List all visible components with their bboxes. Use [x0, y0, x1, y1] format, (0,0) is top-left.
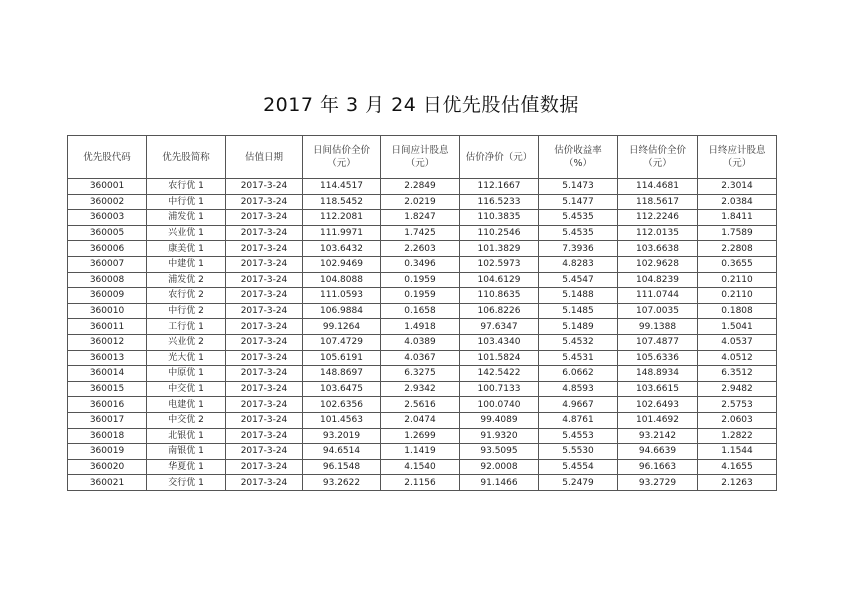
cell-intraday-full-price: 104.8088 [303, 272, 381, 288]
cell-eod-accrued-dividend: 2.1263 [698, 475, 777, 491]
header-intraday-full-price [303, 136, 381, 179]
header-unit: （元） [722, 158, 752, 169]
table-row [68, 444, 777, 460]
cell-intraday-accrued-dividend: 4.0367 [381, 350, 460, 366]
cell-eod-accrued-dividend: 4.0537 [698, 334, 777, 350]
cell-code: 360010 [68, 303, 147, 319]
cell-yield: 4.8283 [539, 256, 618, 272]
valuation-table [67, 135, 777, 491]
header-yield [539, 136, 618, 179]
cell-eod-full-price: 107.0035 [618, 303, 698, 319]
cell-name: 工行优 1 [147, 319, 226, 335]
cell-eod-full-price: 94.6639 [618, 444, 698, 460]
cell-net-price: 99.4089 [460, 412, 539, 428]
cell-name: 南银优 1 [147, 444, 226, 460]
cell-eod-accrued-dividend: 2.0384 [698, 194, 777, 210]
table-row [68, 288, 777, 304]
cell-net-price: 100.0740 [460, 397, 539, 413]
cell-net-price: 91.1466 [460, 475, 539, 491]
cell-name: 中行优 1 [147, 194, 226, 210]
cell-net-price: 93.5095 [460, 444, 539, 460]
table-row [68, 334, 777, 350]
cell-date: 2017-3-24 [226, 256, 303, 272]
cell-date: 2017-3-24 [226, 179, 303, 195]
cell-name: 兴业优 2 [147, 334, 226, 350]
cell-yield: 5.1485 [539, 303, 618, 319]
cell-yield: 5.1488 [539, 288, 618, 304]
cell-name: 中交优 1 [147, 381, 226, 397]
table-row [68, 459, 777, 475]
cell-intraday-full-price: 114.4517 [303, 179, 381, 195]
cell-intraday-full-price: 106.9884 [303, 303, 381, 319]
cell-intraday-accrued-dividend: 0.1959 [381, 272, 460, 288]
cell-name: 中行优 2 [147, 303, 226, 319]
header-intraday-accrued-dividend [381, 136, 460, 179]
cell-date: 2017-3-24 [226, 334, 303, 350]
cell-yield: 5.5530 [539, 444, 618, 460]
page-title: 2017 年 3 月 24 日优先股估值数据 [263, 94, 579, 116]
cell-eod-full-price: 93.2729 [618, 475, 698, 491]
cell-code: 360009 [68, 288, 147, 304]
cell-date: 2017-3-24 [226, 225, 303, 241]
cell-intraday-accrued-dividend: 4.0389 [381, 334, 460, 350]
cell-intraday-accrued-dividend: 2.0474 [381, 412, 460, 428]
table-row [68, 319, 777, 335]
cell-eod-full-price: 112.2246 [618, 210, 698, 226]
cell-name: 中建优 1 [147, 256, 226, 272]
cell-intraday-accrued-dividend: 0.3496 [381, 256, 460, 272]
cell-intraday-accrued-dividend: 0.1658 [381, 303, 460, 319]
cell-intraday-full-price: 105.6191 [303, 350, 381, 366]
cell-code: 360020 [68, 459, 147, 475]
cell-intraday-accrued-dividend: 2.5616 [381, 397, 460, 413]
cell-date: 2017-3-24 [226, 303, 303, 319]
cell-intraday-full-price: 94.6514 [303, 444, 381, 460]
header-text: 估价净价（元） [465, 151, 533, 163]
table-row [68, 475, 777, 491]
cell-code: 360013 [68, 350, 147, 366]
cell-date: 2017-3-24 [226, 319, 303, 335]
header-net-price [460, 136, 539, 179]
cell-net-price: 106.8226 [460, 303, 539, 319]
cell-yield: 4.8761 [539, 412, 618, 428]
cell-intraday-full-price: 103.6475 [303, 381, 381, 397]
cell-eod-accrued-dividend: 2.5753 [698, 397, 777, 413]
cell-net-price: 142.5422 [460, 366, 539, 382]
table-row [68, 381, 777, 397]
cell-eod-full-price: 104.8239 [618, 272, 698, 288]
table-row [68, 241, 777, 257]
cell-code: 360014 [68, 366, 147, 382]
cell-net-price: 116.5233 [460, 194, 539, 210]
cell-name: 浦发优 2 [147, 272, 226, 288]
cell-eod-full-price: 102.9628 [618, 256, 698, 272]
cell-yield: 5.4535 [539, 225, 618, 241]
cell-yield: 7.3936 [539, 241, 618, 257]
cell-intraday-full-price: 103.6432 [303, 241, 381, 257]
cell-code: 360001 [68, 179, 147, 195]
cell-code: 360018 [68, 428, 147, 444]
cell-date: 2017-3-24 [226, 412, 303, 428]
cell-net-price: 91.9320 [460, 428, 539, 444]
cell-net-price: 110.8635 [460, 288, 539, 304]
cell-eod-accrued-dividend: 0.3655 [698, 256, 777, 272]
header-text: 日间应计股息 [391, 145, 449, 156]
header-eod-accrued-dividend [698, 136, 777, 179]
header-text: 优先股简称 [162, 151, 210, 163]
cell-yield: 5.4553 [539, 428, 618, 444]
cell-intraday-accrued-dividend: 1.2699 [381, 428, 460, 444]
cell-code: 360015 [68, 381, 147, 397]
cell-code: 360007 [68, 256, 147, 272]
cell-eod-full-price: 114.4681 [618, 179, 698, 195]
cell-eod-accrued-dividend: 1.2822 [698, 428, 777, 444]
cell-name: 兴业优 1 [147, 225, 226, 241]
cell-yield: 5.4535 [539, 210, 618, 226]
cell-eod-accrued-dividend: 2.2808 [698, 241, 777, 257]
cell-date: 2017-3-24 [226, 272, 303, 288]
cell-intraday-full-price: 101.4563 [303, 412, 381, 428]
cell-name: 电建优 1 [147, 397, 226, 413]
cell-date: 2017-3-24 [226, 288, 303, 304]
cell-eod-accrued-dividend: 0.2110 [698, 288, 777, 304]
cell-date: 2017-3-24 [226, 350, 303, 366]
cell-date: 2017-3-24 [226, 397, 303, 413]
cell-name: 光大优 1 [147, 350, 226, 366]
cell-yield: 5.4547 [539, 272, 618, 288]
cell-intraday-full-price: 112.2081 [303, 210, 381, 226]
cell-eod-full-price: 111.0744 [618, 288, 698, 304]
table-body [68, 179, 777, 491]
cell-eod-accrued-dividend: 0.2110 [698, 272, 777, 288]
cell-net-price: 97.6347 [460, 319, 539, 335]
table-row [68, 428, 777, 444]
cell-intraday-full-price: 93.2622 [303, 475, 381, 491]
header-text: 日终估价全价 [628, 145, 686, 156]
cell-name: 农行优 1 [147, 179, 226, 195]
cell-yield: 4.8593 [539, 381, 618, 397]
header-date [226, 136, 303, 179]
cell-name: 华夏优 1 [147, 459, 226, 475]
cell-eod-full-price: 107.4877 [618, 334, 698, 350]
cell-code: 360006 [68, 241, 147, 257]
cell-eod-full-price: 148.8934 [618, 366, 698, 382]
cell-net-price: 102.5973 [460, 256, 539, 272]
cell-date: 2017-3-24 [226, 194, 303, 210]
table-row [68, 194, 777, 210]
cell-yield: 5.4532 [539, 334, 618, 350]
cell-net-price: 101.3829 [460, 241, 539, 257]
cell-date: 2017-3-24 [226, 428, 303, 444]
cell-intraday-full-price: 111.0593 [303, 288, 381, 304]
header-text: 估值日期 [244, 151, 283, 163]
cell-eod-accrued-dividend: 1.1544 [698, 444, 777, 460]
cell-net-price: 92.0008 [460, 459, 539, 475]
cell-eod-accrued-dividend: 1.5041 [698, 319, 777, 335]
cell-intraday-accrued-dividend: 1.7425 [381, 225, 460, 241]
cell-code: 360008 [68, 272, 147, 288]
cell-code: 360016 [68, 397, 147, 413]
cell-eod-accrued-dividend: 0.1808 [698, 303, 777, 319]
cell-intraday-accrued-dividend: 1.1419 [381, 444, 460, 460]
cell-name: 交行优 1 [147, 475, 226, 491]
header-unit: （元） [405, 158, 435, 169]
cell-intraday-accrued-dividend: 1.4918 [381, 319, 460, 335]
header-eod-full-price [618, 136, 698, 179]
cell-name: 浦发优 1 [147, 210, 226, 226]
cell-yield: 5.1477 [539, 194, 618, 210]
cell-eod-accrued-dividend: 2.0603 [698, 412, 777, 428]
cell-eod-full-price: 103.6615 [618, 381, 698, 397]
cell-eod-full-price: 102.6493 [618, 397, 698, 413]
cell-net-price: 103.4340 [460, 334, 539, 350]
cell-intraday-accrued-dividend: 2.2603 [381, 241, 460, 257]
cell-date: 2017-3-24 [226, 241, 303, 257]
cell-date: 2017-3-24 [226, 366, 303, 382]
cell-intraday-accrued-dividend: 1.8247 [381, 210, 460, 226]
cell-intraday-accrued-dividend: 4.1540 [381, 459, 460, 475]
table-row [68, 256, 777, 272]
header-unit: （元） [643, 158, 672, 169]
cell-intraday-full-price: 118.5452 [303, 194, 381, 210]
cell-eod-accrued-dividend: 1.8411 [698, 210, 777, 226]
cell-yield: 5.1489 [539, 319, 618, 335]
cell-eod-full-price: 105.6336 [618, 350, 698, 366]
table-row [68, 179, 777, 195]
cell-eod-full-price: 93.2142 [618, 428, 698, 444]
cell-code: 360012 [68, 334, 147, 350]
header-text: 估价收益率 [554, 145, 602, 156]
cell-yield: 6.0662 [539, 366, 618, 382]
cell-date: 2017-3-24 [226, 210, 303, 226]
header-name [147, 136, 226, 179]
cell-intraday-accrued-dividend: 2.9342 [381, 381, 460, 397]
cell-intraday-accrued-dividend: 0.1959 [381, 288, 460, 304]
cell-code: 360021 [68, 475, 147, 491]
table-row [68, 397, 777, 413]
cell-eod-full-price: 101.4692 [618, 412, 698, 428]
cell-eod-full-price: 112.0135 [618, 225, 698, 241]
table-row [68, 303, 777, 319]
table-row [68, 366, 777, 382]
cell-code: 360011 [68, 319, 147, 335]
cell-intraday-full-price: 111.9971 [303, 225, 381, 241]
cell-code: 360019 [68, 444, 147, 460]
header-unit: （%） [563, 158, 593, 169]
cell-code: 360003 [68, 210, 147, 226]
cell-net-price: 104.6129 [460, 272, 539, 288]
cell-name: 康美优 1 [147, 241, 226, 257]
cell-intraday-full-price: 96.1548 [303, 459, 381, 475]
cell-intraday-accrued-dividend: 2.2849 [381, 179, 460, 195]
cell-net-price: 110.3835 [460, 210, 539, 226]
cell-eod-accrued-dividend: 2.3014 [698, 179, 777, 195]
cell-yield: 5.4531 [539, 350, 618, 366]
cell-eod-full-price: 118.5617 [618, 194, 698, 210]
cell-net-price: 101.5824 [460, 350, 539, 366]
cell-net-price: 112.1667 [460, 179, 539, 195]
header-text: 优先股代码 [83, 151, 131, 163]
cell-date: 2017-3-24 [226, 475, 303, 491]
cell-date: 2017-3-24 [226, 459, 303, 475]
cell-net-price: 110.2546 [460, 225, 539, 241]
cell-yield: 5.4554 [539, 459, 618, 475]
cell-yield: 4.9667 [539, 397, 618, 413]
cell-eod-full-price: 103.6638 [618, 241, 698, 257]
cell-intraday-full-price: 102.6356 [303, 397, 381, 413]
cell-yield: 5.1473 [539, 179, 618, 195]
cell-intraday-accrued-dividend: 6.3275 [381, 366, 460, 382]
cell-name: 北银优 1 [147, 428, 226, 444]
cell-eod-accrued-dividend: 2.9482 [698, 381, 777, 397]
cell-code: 360005 [68, 225, 147, 241]
cell-date: 2017-3-24 [226, 381, 303, 397]
cell-intraday-accrued-dividend: 2.0219 [381, 194, 460, 210]
header-unit: （元） [327, 158, 356, 169]
cell-intraday-full-price: 148.8697 [303, 366, 381, 382]
cell-yield: 5.2479 [539, 475, 618, 491]
cell-intraday-accrued-dividend: 2.1156 [381, 475, 460, 491]
table-header-row [68, 136, 777, 179]
table-row [68, 412, 777, 428]
cell-eod-full-price: 99.1388 [618, 319, 698, 335]
cell-eod-accrued-dividend: 1.7589 [698, 225, 777, 241]
cell-intraday-full-price: 102.9469 [303, 256, 381, 272]
cell-name: 中交优 2 [147, 412, 226, 428]
cell-eod-accrued-dividend: 4.0512 [698, 350, 777, 366]
cell-code: 360017 [68, 412, 147, 428]
cell-intraday-full-price: 93.2019 [303, 428, 381, 444]
cell-date: 2017-3-24 [226, 444, 303, 460]
header-text: 日间估价全价 [312, 145, 370, 156]
table-row [68, 210, 777, 226]
header-code [68, 136, 147, 179]
cell-intraday-full-price: 99.1264 [303, 319, 381, 335]
cell-eod-accrued-dividend: 6.3512 [698, 366, 777, 382]
cell-name: 农行优 2 [147, 288, 226, 304]
cell-name: 中原优 1 [147, 366, 226, 382]
table-row [68, 350, 777, 366]
cell-eod-accrued-dividend: 4.1655 [698, 459, 777, 475]
table-row [68, 225, 777, 241]
cell-net-price: 100.7133 [460, 381, 539, 397]
cell-code: 360002 [68, 194, 147, 210]
header-text: 日终应计股息 [708, 145, 766, 156]
cell-intraday-full-price: 107.4729 [303, 334, 381, 350]
cell-eod-full-price: 96.1663 [618, 459, 698, 475]
table-row [68, 272, 777, 288]
